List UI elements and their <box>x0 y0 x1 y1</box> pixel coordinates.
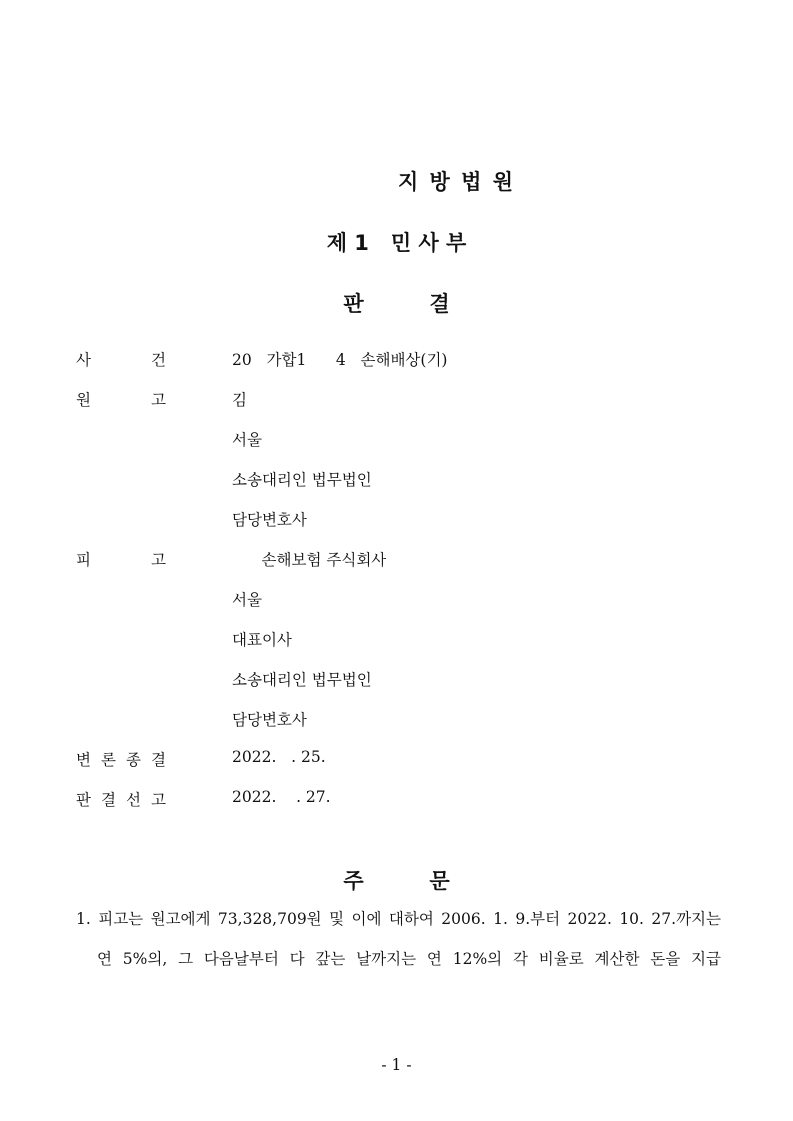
defendant-ceo: 대표이사 <box>232 631 292 649</box>
judgment-date-label-char: 고 <box>151 791 166 809</box>
hearing-end-label-char: 변 <box>76 751 91 769</box>
hearing-end-label-char: 종 <box>126 751 141 769</box>
defendant-label-char: 고 <box>151 551 166 569</box>
plaintiff-label-char: 고 <box>151 391 166 409</box>
defendant-attorney: 담당변호사 <box>232 711 307 729</box>
plaintiff-counsel: 소송대리인 법무법인 <box>232 471 372 489</box>
court-name: 지 방 법 원 <box>397 170 516 194</box>
defendant-counsel: 소송대리인 법무법인 <box>232 671 372 689</box>
judgment-date-label-char: 판 <box>76 791 91 809</box>
judgment-date-label-char: 선 <box>126 791 141 809</box>
judgment-date-label <box>76 788 166 810</box>
case-label-char: 사 <box>76 351 91 369</box>
judgment-date-label-char: 결 <box>101 791 116 809</box>
plaintiff-name: 김 <box>232 391 247 409</box>
document-title: 판 결 <box>343 292 450 316</box>
hearing-end-label-char: 론 <box>101 751 116 769</box>
plaintiff-address: 서울 <box>232 431 262 449</box>
defendant-label-char: 피 <box>76 551 91 569</box>
case-label <box>76 348 166 370</box>
plaintiff-label-char: 원 <box>76 391 91 409</box>
hearing-end-label-char: 결 <box>151 751 166 769</box>
order-item-1-line-1: 1. 피고는 원고에게 73,328,709원 및 이에 대하여 2006. 1. 9.부터 2022. 10. 27.까지는 <box>76 910 721 928</box>
plaintiff-attorney: 담당변호사 <box>232 511 307 529</box>
division-name: 제 1 민 사 부 <box>326 231 467 255</box>
plaintiff-label <box>76 388 166 410</box>
defendant-name: 손해보험 주식회사 <box>232 551 387 569</box>
order-heading: 주 문 <box>343 869 450 893</box>
order-item-1-line-2: 연 5%의, 그 다음날부터 다 갚는 날까지는 연 12%의 각 비율로 계산한 돈을 지급 <box>97 950 721 968</box>
defendant-address: 서울 <box>232 591 262 609</box>
hearing-end-label <box>76 748 166 770</box>
judgment-date: 2022. . 27. <box>232 788 331 806</box>
defendant-label <box>76 548 166 570</box>
case-label-char: 건 <box>151 351 166 369</box>
hearing-end-date: 2022. . 25. <box>232 748 326 766</box>
page-number: - 1 - <box>381 1056 412 1074</box>
case-number: 20 가합1 4 손해배상(기) <box>232 351 448 369</box>
